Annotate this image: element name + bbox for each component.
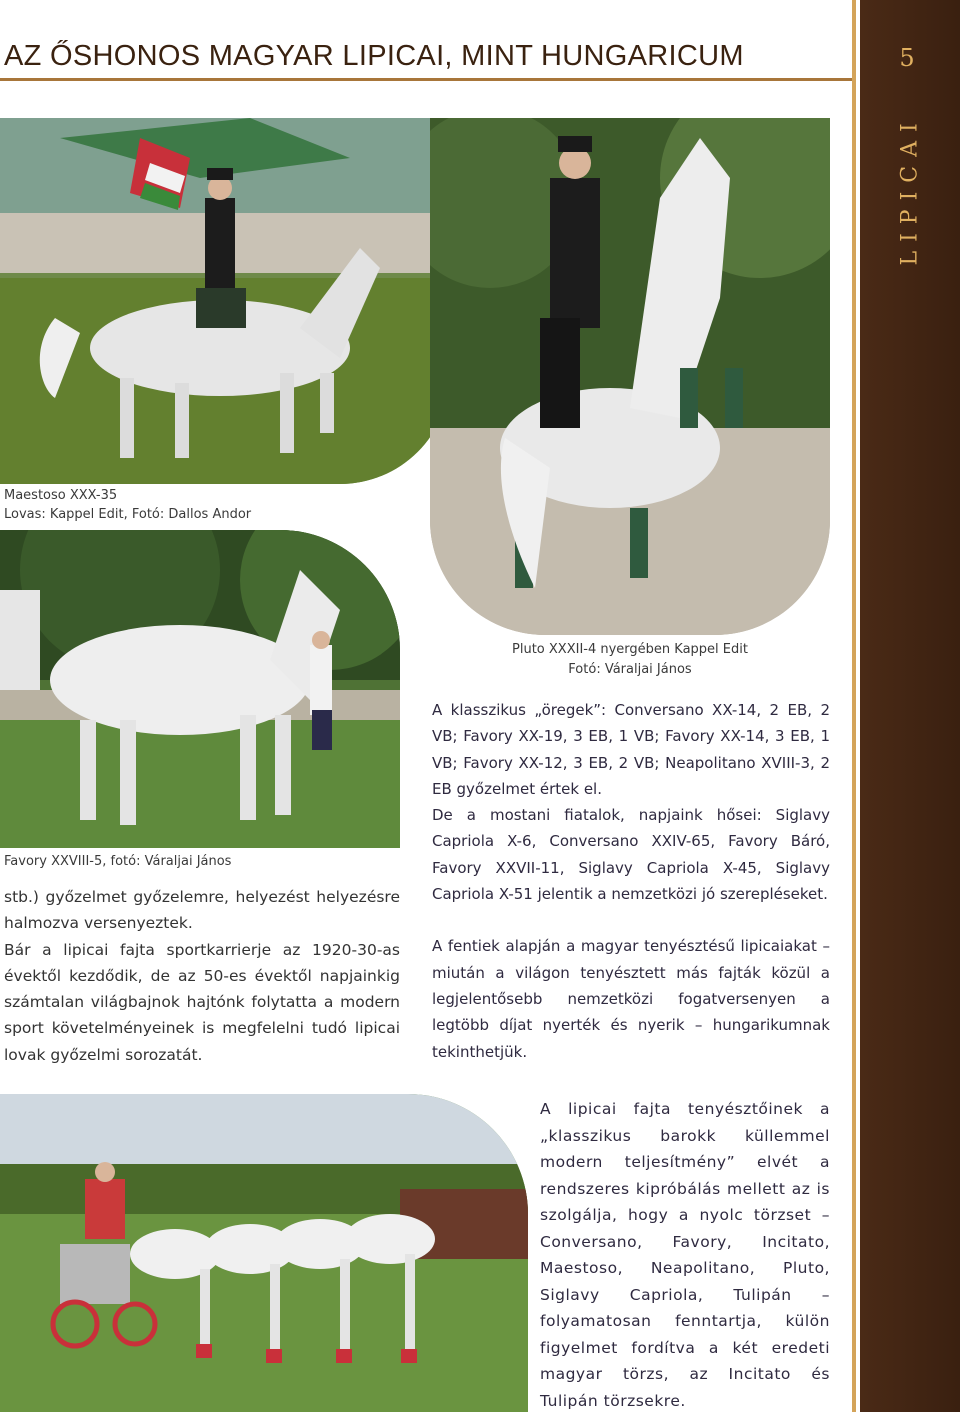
photo-maestoso bbox=[0, 118, 450, 484]
paragraph: De a mostani fiatalok, napjaink hősei: Siglavy Capriola X-6, Conversano XXIV-65, Favory Báró, Favory XXVII-11, Siglavy Capriola X-45, Siglavy Capriola X-51 jelentik a nemzetközi jó szerepléseket. bbox=[432, 806, 830, 904]
section-label: LIPICAI bbox=[897, 114, 923, 266]
paragraph: stb.) győzelmet győzelemre, helyezést helyezésre halmozva versenyeztek. bbox=[4, 888, 400, 933]
photo-pluto bbox=[430, 118, 830, 635]
right-column-text bbox=[432, 697, 830, 1065]
photo-favory bbox=[0, 530, 400, 848]
paragraph: A fentiek alapján a magyar tenyésztésű lipicaiakat – miután a világon tenyésztett más fajták közül a legjelentősebb nemzetközi fogatversenyen a legtöbb díjat nyerték és nyerik – hungarikumnak tekinthetjük. bbox=[432, 937, 830, 1061]
photo-caption-line: Maestoso XXX-35 bbox=[4, 488, 118, 503]
photo-caption-line: Lovas: Kappel Edit, Fotó: Dallos Andor bbox=[4, 507, 252, 522]
photo-caption-line: Fotó: Váraljai János bbox=[568, 662, 692, 677]
photo-carriage bbox=[0, 1094, 528, 1412]
paragraph: A klasszikus „öregek”: Conversano XX-14, 2 EB, 2 VB; Favory XX-19, 3 EB, 1 VB; Favory XX-14, 3 EB, 1 VB; Favory XX-12, 3 EB, 2 VB; Neapolitano XVIII-3, 2 EB győzelmet értek el. bbox=[432, 701, 830, 798]
paragraph: Bár a lipicai fajta sportkarrierje az 1920-30-as évektől kezdődik, de az 50-es évektől napjainkig számtalan világbajnok hajtónk folytatta a modern sport követelményeinek is megfelelni tudó lipicai lovak győzelmi sorozatát. bbox=[4, 940, 400, 1064]
header-divider bbox=[0, 78, 852, 81]
bottom-right-text: A lipicai fajta tenyésztőinek a „klasszikus barokk küllemmel modern teljesítmény” elvét a rendszeres kipróbálás mellett az is szolgálja, hogy a nyolc törzset – Conversano, Favory, Incitato, Maestoso, Neapolitano, Pluto, Siglavy Capriola, Tulipán – folyamatosan fenntartja, külön figyelmet fordítva a két eredeti magyar törzs, az Incitato és Tulipán törzsekre. bbox=[540, 1100, 830, 1410]
photo-caption-line: Pluto XXXII-4 nyergében Kappel Edit bbox=[512, 642, 748, 657]
page-title: AZ ŐSHONOS MAGYAR LIPICAI, MINT HUNGARICUM bbox=[4, 40, 744, 72]
photo-caption: Favory XXVIII-5, fotó: Váraljai János bbox=[4, 854, 232, 869]
page-number: 5 bbox=[899, 44, 915, 72]
left-column-text bbox=[4, 884, 400, 1068]
